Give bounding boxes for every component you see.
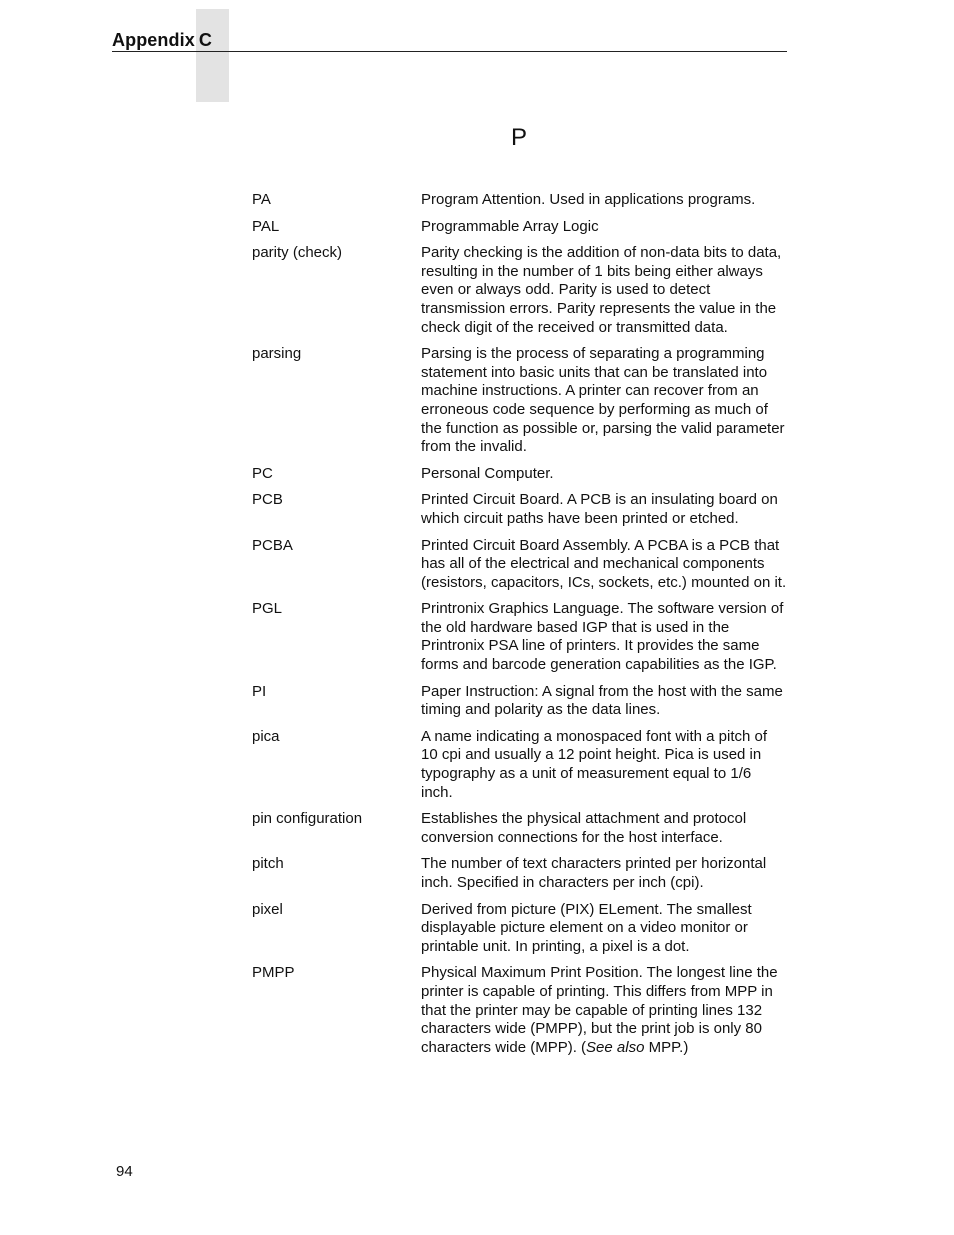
glossary-definition: Derived from picture (PIX) ELement. The smallest displayable picture element on a video monitor or printable unit. In printing, a pixel is a dot.: [421, 900, 752, 955]
glossary-definition: Personal Computer.: [421, 464, 554, 482]
glossary-definition: Program Attention. Used in applications programs.: [421, 191, 756, 208]
glossary-term: PC: [252, 464, 273, 482]
glossary-term: pin configuration: [252, 810, 363, 828]
glossary-entry: [252, 345, 792, 457]
glossary-entry: [252, 964, 792, 1057]
glossary-definition: Paper Instruction: A signal from the host with the same timing and polarity as the data lines.: [421, 682, 783, 719]
header-rule: [112, 51, 787, 52]
glossary-entry: [252, 244, 792, 337]
glossary-list: [252, 191, 792, 1065]
definition-text-tail: MPP.): [644, 1038, 689, 1056]
glossary-term: parsing: [252, 345, 302, 363]
glossary-definition: Printed Circuit Board Assembly. A PCBA is a PCB that has all of the electrical and mechanical components (resistors, capacitors, ICs, sockets, etc.) mounted on it.: [421, 536, 787, 591]
glossary-definition: Programmable Array Logic: [421, 217, 599, 235]
glossary-entry: [252, 218, 792, 237]
page-number: 94: [116, 1163, 133, 1180]
glossary-term: PI: [252, 682, 267, 700]
glossary-definition: Printed Circuit Board. A PCB is an insulating board on which circuit paths have been printed or etched.: [421, 491, 778, 527]
glossary-entry: [252, 600, 792, 674]
see-also-reference: See also: [586, 1038, 645, 1056]
glossary-term: PCBA: [252, 536, 293, 554]
glossary-entry: [252, 537, 792, 593]
glossary-definition: [421, 964, 787, 1057]
header-appendix-letter: C: [198, 30, 212, 50]
glossary-term: PCB: [252, 491, 283, 509]
glossary-term: PGL: [252, 600, 283, 618]
running-header: [112, 30, 212, 51]
glossary-term: PA: [252, 191, 271, 208]
glossary-entry: [252, 683, 792, 720]
glossary-term: pica: [252, 727, 280, 745]
definition-text: Physical Maximum Print Position. The longest line the printer is capable of printing. This differs from MPP in that the printer may be capable of printing lines 132 characters wide (PMPP), but the print job is only 80 characters wide (MPP). (: [421, 964, 778, 1056]
glossary-term: PMPP: [252, 964, 295, 982]
glossary-definition: Parity checking is the addition of non-data bits to data, resulting in the number of 1 bits being either always even or always odd. Parity is used to detect transmission errors. Parity represents the value in the check digit of the received or transmitted data.: [421, 244, 782, 336]
glossary-term: parity (check): [252, 244, 343, 262]
glossary-definition: Establishes the physical attachment and protocol conversion connections for the host interface.: [421, 810, 747, 846]
header-label-text: Appendix: [112, 30, 195, 50]
glossary-entry: [252, 728, 792, 802]
section-letter-heading: P: [511, 124, 528, 151]
glossary-entry: [252, 191, 792, 210]
glossary-definition: The number of text characters printed per horizontal inch. Specified in characters per inch (cpi).: [421, 855, 767, 891]
glossary-definition: Parsing is the process of separating a programming statement into basic units that can be translated into machine instructions. A printer can recover from an erroneous code sequence by performing as much of the function as possible or, parsing the valid parameter from the invalid.: [421, 345, 785, 456]
glossary-entry: [252, 491, 792, 528]
glossary-definition: Printronix Graphics Language. The software version of the old hardware based IGP that is used in the Printronix PSA line of printers. It provides the same forms and barcode generation capabilities as the IGP.: [421, 600, 784, 674]
glossary-entry: [252, 855, 792, 892]
glossary-definition: A name indicating a monospaced font with a pitch of 10 cpi and usually a 12 point height. Pica is used in typography as a unit of measurement equal to 1/6 inch.: [421, 727, 768, 801]
glossary-entry: [252, 901, 792, 957]
glossary-term: PAL: [252, 217, 280, 235]
glossary-term: pixel: [252, 900, 283, 918]
glossary-entry: [252, 465, 792, 484]
chapter-tab-marker: [196, 9, 229, 102]
glossary-entry: [252, 810, 792, 847]
glossary-term: pitch: [252, 855, 284, 873]
